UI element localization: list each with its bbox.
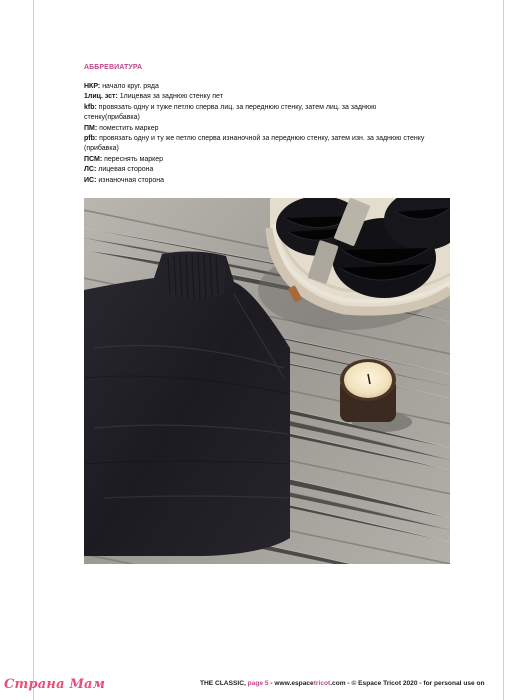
abbreviation-key: 1лиц. зст: <box>84 93 118 101</box>
abbreviation-text: провязать одну и туже петлю сперва лиц. за переднюю стенку, затем лиц. за заднюю стенку(прибавка) <box>84 103 377 122</box>
abbreviation-key: ПМ: <box>84 124 98 132</box>
footer-site: - www.espace <box>268 680 314 687</box>
abbreviation-text: 1лицевая за заднюю стенку пет <box>117 93 223 101</box>
abbreviation-text: начало круг. ряда <box>100 83 159 90</box>
abbreviation-item <box>84 92 429 102</box>
abbreviation-key: НКР: <box>84 83 101 90</box>
abbreviation-item <box>84 165 429 175</box>
abbreviation-item <box>84 176 429 186</box>
abbreviation-key: kfb: <box>84 103 97 111</box>
page-footer <box>200 680 485 687</box>
abbreviation-text: поместить маркер <box>97 124 159 132</box>
abbreviation-text: лицевая сторона <box>96 166 154 174</box>
abbreviation-text: переснять маркер <box>102 155 164 163</box>
abbreviation-text: провязать одну и ту же петлю сперва изнаночной за переднюю стенку, затем изн. за заднюю стенку (прибавка) <box>84 135 425 153</box>
footer-page-number: page 5 <box>247 680 269 687</box>
left-page-border <box>33 0 34 700</box>
footer-brand: tricot <box>313 680 331 687</box>
abbreviation-item <box>84 103 429 124</box>
abbreviation-item <box>84 82 429 92</box>
abbreviation-list <box>84 82 429 186</box>
abbreviation-item <box>84 155 429 165</box>
abbreviation-text: изнаночная сторона <box>96 176 165 184</box>
footer-copyright: .com - © Espace Tricot 2020 - for personal use on <box>330 680 485 687</box>
abbreviation-key: ИС: <box>84 176 97 184</box>
abbreviation-item <box>84 134 429 155</box>
abbreviation-key: pfb: <box>84 135 98 143</box>
right-page-border <box>503 0 504 700</box>
footer-title: THE CLASSIC, <box>200 680 248 687</box>
product-photo <box>84 198 450 564</box>
abbreviation-item <box>84 124 429 134</box>
abbreviation-key: ЛС: <box>84 166 97 174</box>
section-heading: АББРЕВИАТУРА <box>84 64 143 71</box>
watermark-logo: Страна Мам <box>4 677 106 692</box>
abbreviation-key: ПСМ: <box>84 155 103 163</box>
